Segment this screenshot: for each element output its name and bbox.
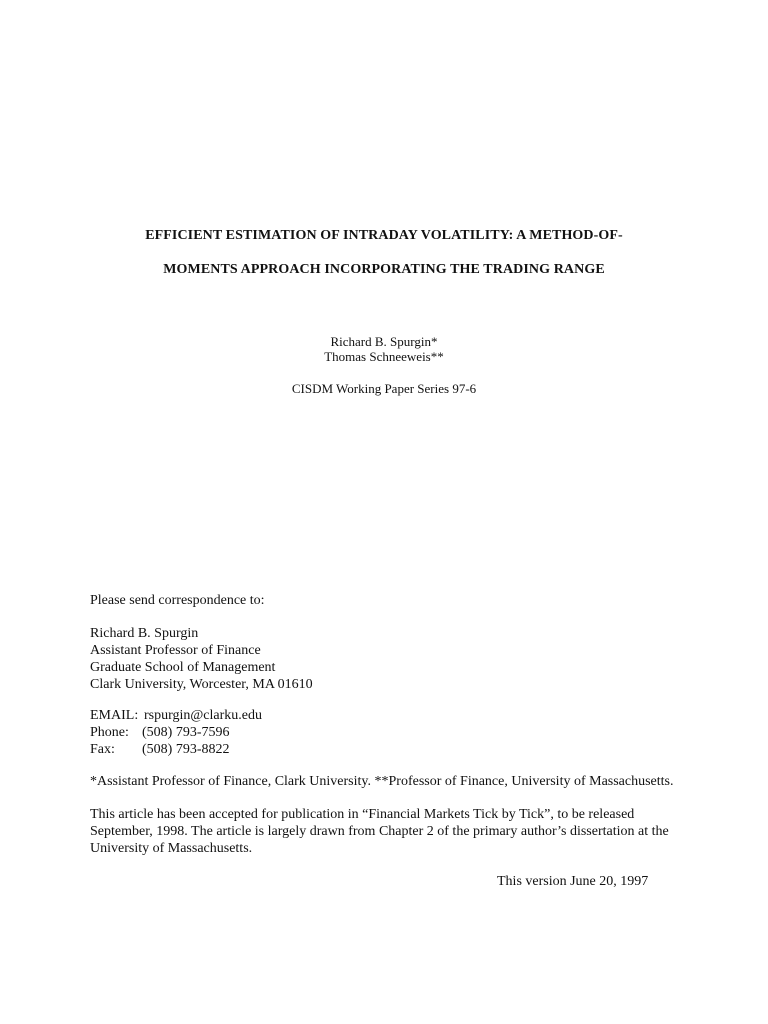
address-line-title: Assistant Professor of Finance bbox=[90, 643, 261, 658]
phone-label: Phone: bbox=[90, 725, 129, 740]
email-row bbox=[90, 707, 262, 724]
author-1: Richard B. Spurgin* bbox=[330, 334, 438, 349]
correspondence-intro: Please send correspondence to: bbox=[90, 593, 265, 608]
paper-title-line-2: MOMENTS APPROACH INCORPORATING THE TRADING RANGE bbox=[163, 262, 605, 277]
publication-note: This article has been accepted for publication in “Financial Markets Tick by Tick”, to be released September, 1998. The article is largely drawn from Chapter 2 of the primary author’s dissertation at the University of Massachusetts. bbox=[90, 807, 669, 856]
address-line-name: Richard B. Spurgin bbox=[90, 626, 199, 641]
correspondence-address bbox=[90, 625, 313, 693]
address-line-school: Graduate School of Management bbox=[90, 660, 276, 675]
phone-value: (508) 793-7596 bbox=[142, 725, 230, 740]
paper-title-line-1: EFFICIENT ESTIMATION OF INTRADAY VOLATILITY: A METHOD-OF- bbox=[145, 228, 623, 243]
version-date: This version June 20, 1997 bbox=[497, 874, 649, 889]
contact-details bbox=[90, 707, 262, 758]
email-value: rspurgin@clarku.edu bbox=[144, 708, 262, 723]
phone-row bbox=[90, 724, 262, 741]
address-line-university: Clark University, Worcester, MA 01610 bbox=[90, 677, 313, 692]
fax-label: Fax: bbox=[90, 742, 115, 757]
author-2: Thomas Schneeweis** bbox=[324, 349, 444, 364]
author-affiliations: *Assistant Professor of Finance, Clark University. **Professor of Finance, University of Massachusetts. bbox=[90, 774, 674, 789]
fax-value: (508) 793-8822 bbox=[142, 742, 230, 757]
fax-row bbox=[90, 741, 262, 758]
email-label: EMAIL: bbox=[90, 708, 139, 723]
working-paper-series: CISDM Working Paper Series 97-6 bbox=[291, 381, 477, 396]
